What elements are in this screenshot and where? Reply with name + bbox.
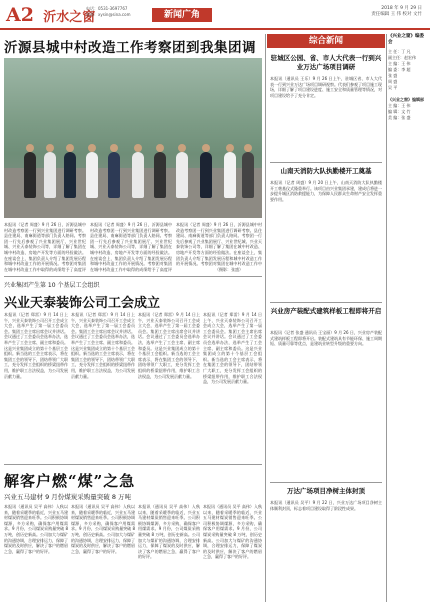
sidebar-headline: 兴业房产装配式建筑样板工程即将开启: [270, 307, 382, 315]
photo-head: [202, 144, 210, 152]
masthead: [0, 0, 430, 30]
staff-row: 主 编：王 伟: [388, 103, 411, 108]
staff-row: 编 委：李 超: [388, 67, 411, 72]
article-body: 本报讯（记者 周盛）9 月 26 日，沂源县城中村改造考察团一行到兴业集团进行调研考察。县住建局、南麻街道等部门负责人陪同。考察团一行先后参观了兴业集团展厅、兴业世纪城、兴业天泰装饰公司等，详细了解了集团在城中村改造、房地产开发等方面的经验做法。在座谈会上，集团负责人介绍了集团发展历程和城中村改造工作的开展情况。考察团对集团在城中村改造工作中: [176, 222, 262, 266]
staff-row: 《兴业之窗》编辑部: [388, 97, 424, 102]
photo-caption: （摄影：张盛）: [215, 267, 243, 272]
sidebar-section-head: 综合新闻: [267, 34, 385, 48]
article-body: 本报讯（记者 周盛）9 月 26 日，沂源县城中村改造考察团一行到兴业集团进行调研考察。县住建局、南麻街道等部门负责人陪同。考察团一行先后参观了兴业集团展厅、兴业世纪城、兴业天泰装饰公司等，详细了解了集团在城中村改造、房地产开发等方面的经验做法。在座谈会上，集团负责人介绍了集团发展历程和城中村改造工作的开展情况。考察团对集团在城中村改造工作中取得的成绩给予了高度评: [90, 222, 172, 272]
photo-head: [46, 144, 54, 152]
divider: [270, 482, 382, 483]
headline-main: 沂源县城中村改造工作考察团到我集团调: [4, 40, 256, 56]
article-body: 本报讯（通讯员 吴平 高伟）入秋以来，随着采暖季的临近，兴业五马建材煤炭销售迎来旺季。公司积极协调煤源，多方采购，确保客户用煤需求。9 月份，公司煤炭采购量突破 8 万吨，创历史新高。公司加大与煤矿的沟通协调，合理安排运力，保障了煤炭的及时供应，解决了客户的燃眉之急，赢得了客户的好评。: [203, 504, 262, 560]
section-tab: 新闻广角: [152, 8, 212, 22]
staff-row: 主 任：丁 凡: [388, 49, 411, 54]
article-body: 本报讯（通讯员 吴平 高伟）入秋以来，随着采暖季的临近，兴业五马建材煤炭销售迎来旺季。公司积极协调煤源，多方采购，确保客户用煤需求。9 月份，公司煤炭采购量突破 8 万吨，创历史新高。公司加大与煤矿的沟通协调，合理安排运力，保障了煤炭的及时供应，解决了客户的燃眉之急，赢得了客户的好评。: [138, 504, 200, 560]
staff-row: 周 盛: [388, 79, 398, 84]
photo-head: [66, 144, 74, 152]
article-body: 本报讯（通讯员 吴平 高伟）入秋以来，随着采暖季的临近，兴业五马建材煤炭销售迎来旺季。公司积极协调煤源，多方采购，确保客户用煤需求。9 月份，公司煤炭采购量突破 8 万吨，创历史新高。公司加大与煤矿的沟通协调，合理安排运力，保障了煤炭的及时供应，解决了客户的燃眉之急，赢得了客户的好评。: [71, 504, 135, 554]
contact-email: 邮箱：xysin@sina.com: [86, 12, 131, 17]
column-divider: [386, 34, 387, 602]
staff-row: 张 盛: [388, 73, 398, 78]
sidebar-body: 本报讯（记者 周盛）9 月 20 日上午，山南天消防大队执勤楼开工奠基仪式隆重举行。该项目由兴业集团承建，建成后将进一步提升城区消防救援能力，为保障人民群众生命财产安全发挥重要作用。: [270, 180, 382, 202]
photo-person: [200, 152, 212, 198]
paper-name: 沂水之窗: [43, 10, 96, 25]
photo-person: [132, 152, 144, 198]
photo-person: [242, 152, 254, 198]
staff-row: 编 辑：文 竹: [388, 109, 411, 114]
staff-row: 吴 平: [388, 85, 398, 90]
sidebar-body: 本报讯（记者 张盛 通讯员 王宝丽）9 月 26 日，兴业房产装配式建筑样板工程即将开启。装配式建筑具有节能环保、施工周期短、质量可靠等优点，是建筑业转型升级的重要方向。: [270, 330, 382, 347]
page-number: A2: [6, 4, 34, 26]
photo-person: [154, 152, 166, 198]
article-body: 本报讯（记者 周盛）9 月 26 日，沂源县城中村改造考察团一行到兴业集团进行调研考察。县住建局、南麻街道等部门负责人陪同。考察团一行先后参观了兴业集团展厅、兴业世纪城、兴业天泰装饰公司等，详细了解了集团在城中村改造、房地产开发等方面的经验做法。在座谈会上，集团负责人介绍了集团发展历程和城中村改造工作的开展情况。考察团对集团在城中村改造工作中取得的成绩给予了高度评: [4, 222, 86, 272]
article-body: 本报讯（通讯员 吴平 高伟）入秋以来，随着采暖季的临近，兴业五马建材煤炭销售迎来旺季。公司积极协调煤源，多方采购，确保客户用煤需求。9 月份，公司煤炭采购量突破 8 万吨，创历史新高。公司加大与煤矿的沟通协调，合理安排运力，保障了煤炭的及时供应，解决了客户的燃眉之急，赢得了客户的好评。: [4, 504, 68, 554]
staff-title: 《兴业之窗》编委会: [388, 34, 424, 45]
contact-info: [86, 6, 130, 18]
photo-head: [178, 144, 186, 152]
news-photo: [4, 58, 262, 218]
editor-credit: 责任编辑 王 伟 校对 文竹: [371, 12, 422, 17]
dateline: [371, 6, 422, 18]
staff-row: 主 编：王 伟: [388, 61, 411, 66]
photo-head: [244, 144, 252, 152]
contact-phone: 电话：0531-3697767: [86, 6, 128, 11]
sidebar-headline: 山南天消防大队执勤楼开工奠基: [280, 167, 372, 175]
article-body: 本报讯（记者 郑雷）9 月 14 日上午，兴业天泰装饰公司召开工会成立大会，选举产生了第一届工会委员会。集团工会主席出席会议并讲话。会议通过了工会委员会选举办法，选举产生了工会主席、副主席和委员。这是兴业集团成立的第十个基层工会组织。新当选的工会主席表示，将在集团工会的领导下，团结带领广大职工，充分发挥工会组织的桥梁纽带作用，维护职工合法权益，为公司发展贡献力量。: [203, 312, 262, 385]
photo-head: [226, 144, 234, 152]
photo-person: [108, 152, 120, 198]
issue-date: 2018 年 9 月 29 日: [381, 6, 422, 11]
sidebar-body: 本报讯（通讯员 吴平）9 月 22 日，兴业万达广场项目净树主体顺利封顶，标志着项目建设取得了阶段性成果。: [270, 500, 382, 511]
photo-person: [44, 152, 56, 198]
photo-person: [176, 152, 188, 198]
photo-head: [156, 144, 164, 152]
article-body: 本报讯（记者 郑雷）9 月 14 日上午，兴业天泰装饰公司召开工会成立大会，选举产生了第一届工会委员会。集团工会主席出席会议并讲话。会议通过了工会委员会选举办法，选举产生了工会主席、副主席和委员。这是兴业集团成立的第十个基层工会组织。新当选的工会主席表示，将在集团工会的领导下，团结带领广大职工，充分发挥工会组织的桥梁纽带作用，维护职工合法权益，为公司发展贡献力量。: [71, 312, 135, 379]
photo-head: [88, 144, 96, 152]
photo-person: [24, 152, 36, 198]
divider: [4, 276, 262, 277]
photo-head: [26, 144, 34, 152]
logo: [6, 4, 95, 26]
photo-head: [110, 144, 118, 152]
sidebar-headline: 驻城区公园、省、市人大代表一行到兴业万达广场项目调研: [270, 54, 382, 71]
staff-row: 副主任：赵宏伟: [388, 55, 416, 60]
staff-box: [388, 34, 428, 121]
photo-person: [86, 152, 98, 198]
headline-secondary: 兴业天泰装饰公司工会成立: [4, 296, 161, 311]
sidebar-body: 本报讯（通讯员 王乐）9 月 26 日上午，驻城区省、市人大代表一行到兴业万达广场项目调研视察。代表们参观了项目施工现场，详细了解了项目建设进度、施工安全和质量管理等情况，对项目建设给予了充分肯定。: [270, 76, 382, 98]
column-divider: [265, 34, 266, 602]
sidebar-headline: 万达广场项目净树主体封顶: [287, 487, 365, 495]
photo-head: [134, 144, 142, 152]
subheadline: 兴业五马建材 9 月份煤炭采购量突破 8 万吨: [4, 493, 132, 501]
divider: [4, 464, 262, 465]
headline-tertiary: 解客户燃“煤”之急: [4, 472, 136, 490]
divider: [270, 302, 382, 303]
photo-person: [64, 152, 76, 198]
article-body: 本报讯（记者 郑雷）9 月 14 日上午，兴业天泰装饰公司召开工会成立大会，选举产生了第一届工会委员会。集团工会主席出席会议并讲话。会议通过了工会委员会选举办法，选举产生了工会主席、副主席和委员。这是兴业集团成立的第十个基层工会组织。新当选的工会主席表示，将在集团工会的领导下，团结带领广大职工，充分发挥工会组织的桥梁纽带作用，维护职工合法权益，为公司发展贡献力量。: [4, 312, 68, 379]
staff-row: 美 编：张 盛: [388, 115, 411, 120]
kicker: 兴业集团产生第 10 个基层工会组织: [4, 282, 100, 289]
divider: [270, 162, 382, 163]
article-body: 本报讯（记者 郑雷）9 月 14 日上午，兴业天泰装饰公司召开工会成立大会，选举产生了第一届工会委员会。集团工会主席出席会议并讲话。会议通过了工会委员会选举办法，选举产生了工会主席、副主席和委员。这是兴业集团成立的第十个基层工会组织。新当选的工会主席表示，将在集团工会的领导下，团结带领广大职工，充分发挥工会组织的桥梁纽带作用，维护职工合法权益，为公司发展贡献力量。: [138, 312, 200, 379]
photo-person: [224, 152, 236, 198]
